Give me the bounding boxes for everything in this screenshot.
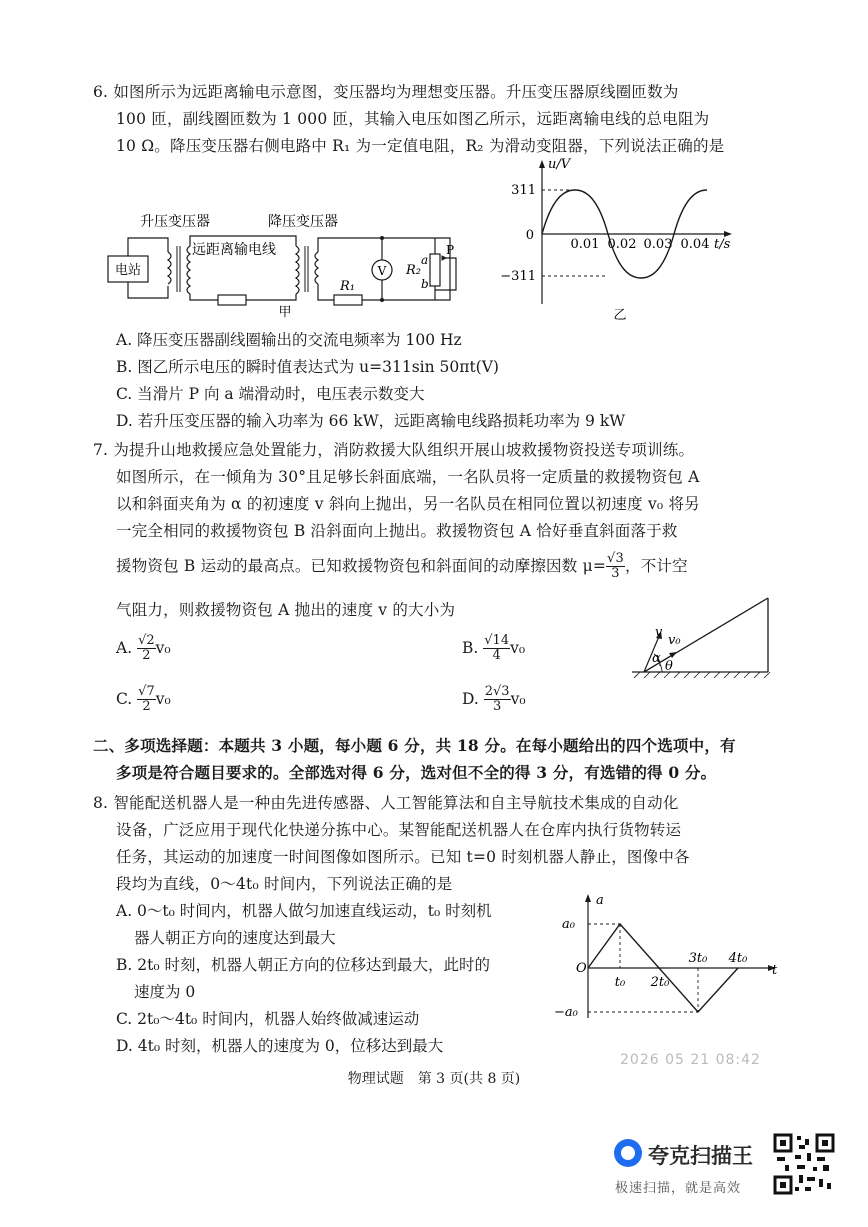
q6-option-b: B. 图乙所示电压的瞬时值表达式为 u=311sin 50πt(V): [116, 358, 499, 376]
q7-option-b-tail: v₀: [510, 638, 526, 657]
q8-option-c: C. 2t₀～4t₀ 时间内，机器人始终做减速运动: [116, 1010, 420, 1028]
q7-line-6: 气阻力，则救援物资包 A 抛出的速度 v 的大小为: [116, 601, 456, 619]
at-xlabel: t: [772, 963, 778, 978]
q8-option-b-line-2: 速度为 0: [134, 983, 196, 1001]
q7-option-a-letter: A.: [116, 638, 133, 657]
step-down-secondary-coil: [315, 252, 318, 284]
q7-option-c-fraction: [137, 685, 156, 715]
label-terminal-a: a: [421, 253, 429, 267]
q7-option-d-letter: D.: [462, 689, 479, 708]
q8-line-1: 8. 智能配送机器人是一种由先进传感器、人工智能算法和自主导航技术集成的自动化: [93, 794, 679, 812]
figure-voltage-waveform: [490, 154, 780, 324]
q8-line-2: 设备，广泛应用于现代化快递分拣中心。某智能配送机器人在仓库内执行货物转运: [116, 821, 682, 839]
label-v0: v₀: [668, 633, 681, 648]
step-up-secondary-coil: [187, 246, 190, 294]
q7-line-4: 一完全相同的救援物资包 B 沿斜面向上抛出。救援物资包 A 恰好垂直斜面落于救: [116, 522, 678, 540]
section-2-heading-2: 多项是符合题目要求的。全部选对得 6 分，选对但不全的得 3 分，有选错的得 0 分。: [116, 763, 717, 782]
label-v: v: [655, 625, 663, 640]
at-a0: a₀: [562, 917, 575, 932]
q7-line-3: 以和斜面夹角为 α 的初速度 v 斜向上抛出，另一名队员在相同位置以初速度 v₀ 将另: [116, 495, 700, 513]
waveform-ylabel: u/V: [548, 157, 571, 172]
q7-option-a-fraction: [137, 634, 156, 664]
figure-transmission-circuit: [100, 208, 470, 320]
q6-option-a: A. 降压变压器副线圈输出的交流电频率为 100 Hz: [116, 331, 462, 349]
mu-numerator: √3: [607, 551, 625, 566]
q7-line-5-text: 援物资包 B 运动的最高点。已知救援物资包和斜面间的动摩擦因数 μ=: [116, 556, 607, 575]
at-2t0: 2t₀: [650, 975, 670, 990]
q7-line-5-tail: ，不计空: [625, 556, 688, 575]
label-terminal-b: b: [421, 277, 429, 291]
q8-option-a-line-1: A. 0～t₀ 时间内，机器人做匀加速直线运动，t₀ 时刻机: [116, 902, 492, 920]
line-resistance: [218, 295, 246, 305]
waveform-origin: 0: [525, 228, 534, 243]
q7-option-a-tail: v₀: [155, 638, 171, 657]
label-transmission-line: 远距离输电线: [192, 242, 276, 258]
q7-line-5: [116, 552, 688, 582]
waveform-xtick-3: 0.03: [643, 237, 673, 252]
label-power-station: 电站: [114, 263, 142, 278]
q7-option-a-den: 2: [142, 648, 151, 664]
at-t0: t₀: [614, 975, 626, 990]
q8-option-a-line-2: 器人朝正方向的速度达到最大: [134, 929, 336, 947]
label-slider-p: P: [446, 243, 455, 257]
q8-line-3: 任务，其运动的加速度一时间图像如图所示。已知 t=0 时刻机器人静止，图像中各: [116, 848, 690, 866]
label-voltmeter: V: [377, 264, 387, 278]
section-2-heading-1: 二、多项选择题：本题共 3 小题，每小题 6 分，共 18 分。在每小题给出的四个选项中，有: [93, 736, 736, 755]
mu-denominator: 3: [611, 566, 620, 582]
resistor-r1: [334, 295, 362, 305]
figure-jia-caption: 甲: [278, 305, 292, 320]
q7-line-2: 如图所示，在一倾角为 30°且足够长斜面底端，一名队员将一定质量的救援物资包 A: [116, 468, 700, 486]
label-step-down-transformer: 降压变压器: [268, 214, 338, 230]
at-4t0: 4t₀: [728, 951, 748, 966]
label-alpha: α: [652, 651, 661, 666]
waveform-ytick-negative: −311: [500, 269, 536, 284]
q6-option-d: D. 若升压变压器的输入功率为 66 kW，远距离输电线路损耗功率为 9 kW: [116, 412, 626, 430]
waveform-xtick-2: 0.02: [607, 237, 637, 252]
waveform-xtick-4: 0.04: [680, 237, 710, 252]
scan-timestamp: 2026 05 21 08:42: [620, 1052, 761, 1068]
quark-logo-icon: [614, 1139, 642, 1167]
figure-acceleration-time: [548, 890, 786, 1022]
q8-option-b-line-1: B. 2t₀ 时刻，机器人朝正方向的位移达到最大，此时的: [116, 956, 490, 974]
at-origin: O: [576, 961, 587, 976]
label-theta: θ: [665, 659, 673, 674]
q7-option-b-letter: B.: [462, 638, 479, 657]
step-up-primary-coil: [168, 252, 171, 284]
q7-option-c-tail: v₀: [155, 689, 171, 708]
q8-line-4: 段均为直线，0～4t₀ 时间内，下列说法正确的是: [116, 875, 453, 893]
qr-code-icon: [773, 1133, 835, 1195]
q7-option-d-num: 2√3: [484, 684, 510, 699]
waveform-ytick-positive: 311: [511, 183, 536, 198]
q7-option-c-letter: C.: [116, 689, 133, 708]
at-ylabel: a: [596, 893, 604, 908]
label-r2: R₂: [406, 263, 421, 278]
q6-option-c: C. 当滑片 P 向 a 端滑动时，电压表示数变大: [116, 385, 425, 403]
q7-option-d-fraction: [484, 685, 511, 715]
at-neg-a0: −a₀: [554, 1005, 578, 1020]
q7-option-b-fraction: [483, 634, 510, 664]
page-footer: 物理试题 第 3 页(共 8 页): [347, 1071, 521, 1087]
q7-option-c-den: 2: [142, 699, 151, 715]
scanner-slogan: 极速扫描，就是高效: [615, 1181, 742, 1196]
q6-line-2: 100 匝，副线圈匝数为 1 000 匝，其输入电压如图乙所示，远距离输电线的总电阻为: [116, 110, 710, 128]
q6-line-1: 6. 如图所示为远距离输电示意图，变压器均为理想变压器。升压变压器原线圈匝数为: [93, 83, 679, 101]
figure-yi-caption: 乙: [613, 308, 627, 323]
q7-option-b-den: 4: [492, 648, 501, 664]
q7-option-d: [462, 685, 526, 715]
q8-option-d: D. 4t₀ 时刻，机器人的速度为 0，位移达到最大: [116, 1037, 444, 1055]
q6-line-3: 10 Ω。降压变压器右侧电路中 R₁ 为一定值电阻，R₂ 为滑动变阻器，下列说法正确的是: [116, 137, 725, 155]
step-down-primary-coil: [296, 246, 299, 294]
rheostat-r2: [430, 254, 440, 286]
q7-option-b-num: √14: [484, 633, 510, 648]
q7-option-c-num: √7: [138, 684, 155, 699]
mu-fraction: [606, 552, 625, 582]
label-r1: R₁: [340, 279, 355, 294]
q7-option-a-num: √2: [138, 633, 155, 648]
q7-option-d-den: 3: [493, 699, 502, 715]
q7-option-d-tail: v₀: [510, 689, 526, 708]
label-step-up-transformer: 升压变压器: [140, 214, 210, 230]
q7-line-1: 7. 为提升山地救援应急处置能力，消防救援大队组织开展山坡救援物资投送专项训练。: [93, 441, 695, 459]
at-3t0: 3t₀: [688, 951, 708, 966]
q7-option-c: [116, 685, 171, 715]
waveform-xlabel: t/s: [714, 237, 731, 252]
q7-option-a: [116, 634, 171, 664]
figure-incline: [628, 594, 778, 680]
waveform-xtick-1: 0.01: [570, 237, 600, 252]
scanner-brand: 夸克扫描王: [648, 1144, 753, 1168]
q7-option-b: [462, 634, 525, 664]
